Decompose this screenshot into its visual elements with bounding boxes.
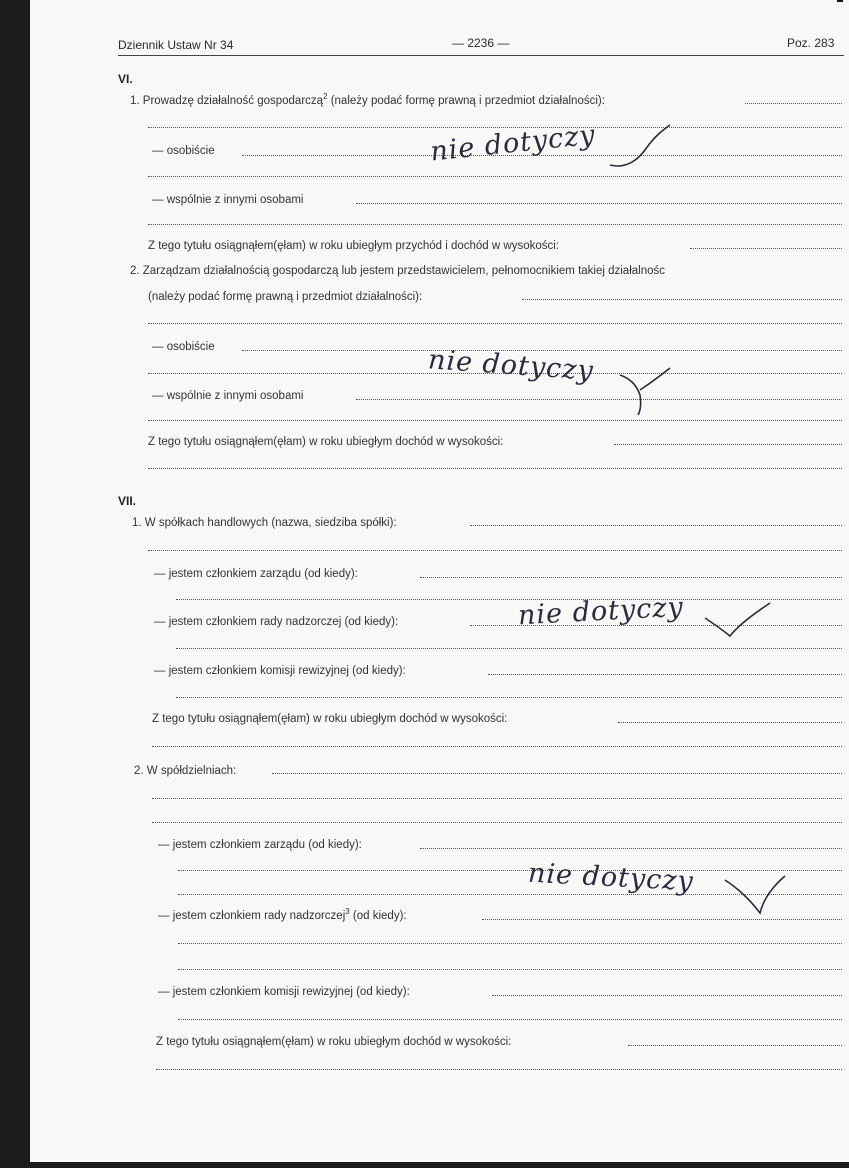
vi-item2-jointly: — wspólnie z innymi osobami [152, 390, 304, 402]
handwriting-stroke-3 [700, 598, 780, 643]
vii-item1-audit: — jestem członkiem komisji rewizyjnej (od kiedy): [154, 665, 406, 677]
handwriting-stroke-4 [720, 868, 790, 918]
header-page-number: — 2236 — [452, 36, 510, 50]
vii-item2-board-field[interactable] [420, 848, 842, 849]
vii-item2-board: — jestem członkiem zarządu (od kiedy): [158, 839, 362, 851]
vii-item2-field[interactable] [272, 773, 842, 774]
vi-item2-personally-field[interactable] [242, 350, 842, 351]
handwritten-answer-vii-2: nie dotyczy [527, 857, 695, 898]
vii-item2-supervisory-field[interactable] [482, 919, 842, 920]
vi-item2-personally: — osobiście [152, 341, 215, 353]
vi-item1-field[interactable] [745, 103, 842, 104]
vii-item1-income: Z tego tytułu osiągnąłem(ęłam) w roku ubiegłym dochód w wysokości: [152, 713, 508, 725]
vii-item2-income-field-line2[interactable] [156, 1069, 842, 1070]
header-journal-title: Dziennik Ustaw Nr 34 [118, 38, 234, 52]
vii-item2-supervisory: — jestem członkiem rady nadzorczej$^3$ (od kiedy): [158, 907, 407, 922]
vii-item2-supervisory-field-line3[interactable] [178, 969, 842, 970]
vi-item1-income-field[interactable] [690, 248, 842, 249]
vi-item1-personally-field-line2[interactable] [148, 176, 842, 177]
vii-item1-audit-field-line2[interactable] [176, 697, 842, 698]
vii-item1-label: 1. W spółkach handlowych (nazwa, siedziba spółki): [132, 517, 397, 529]
vii-item1-board: — jestem członkiem zarządu (od kiedy): [154, 568, 358, 580]
handwriting-stroke-1 [600, 120, 680, 180]
vi-item2-label-line2: (należy podać formę prawną i przedmiot działalności): [148, 291, 423, 303]
vi-item2-jointly-field-line2[interactable] [148, 420, 842, 421]
header-rule [118, 55, 844, 56]
vii-item2-label: 2. W spółdzielniach: [134, 765, 237, 777]
vi-item2-income: Z tego tytułu osiągnąłem(ęłam) w roku ubiegłym dochód w wysokości: [148, 436, 504, 448]
vii-item2-audit: — jestem członkiem komisji rewizyjnej (od kiedy): [158, 986, 410, 998]
vii-item1-field-line2[interactable] [148, 550, 842, 551]
vi-item1-field-line2[interactable] [148, 127, 842, 128]
vii-item1-board-field[interactable] [420, 577, 842, 578]
footnote-2: 2 [323, 92, 328, 102]
scan-border-left [0, 0, 30, 1168]
section-vi-heading: VI. [118, 72, 133, 86]
vii-item2-field-line2[interactable] [152, 798, 842, 799]
vi-item2-jointly-field[interactable] [356, 399, 842, 400]
handwritten-answer-vi-1: nie dotyczy [428, 119, 597, 168]
vii-item2-audit-field[interactable] [492, 995, 842, 996]
vii-item1-field[interactable] [470, 525, 842, 526]
vii-item1-income-field[interactable] [618, 722, 842, 723]
handwritten-answer-vii-1: nie dotyczy [517, 591, 685, 632]
vi-item1-jointly-field-line2[interactable] [148, 224, 842, 225]
vii-item2-income-field[interactable] [628, 1045, 842, 1046]
vii-item1-supervisory-field-line2[interactable] [176, 648, 842, 649]
vii-item2-audit-field-line2[interactable] [178, 1019, 842, 1020]
scan-border-bottom [0, 1162, 849, 1168]
vi-item2-field-line2[interactable] [148, 323, 842, 324]
vii-item1-income-field-line2[interactable] [152, 746, 842, 747]
vi-item2-income-field-line2[interactable] [148, 468, 842, 469]
document-page [30, 0, 849, 1162]
vi-item1-jointly: — wspólnie z innymi osobami [152, 194, 304, 206]
vi-item1-jointly-field[interactable] [356, 203, 842, 204]
scan-corner-mark [837, 0, 843, 2]
vi-item2-field[interactable] [522, 299, 842, 300]
vi-item1-income: Z tego tytułu osiągnąłem(ęłam) w roku ubiegłym przychód i dochód w wysokości: [148, 240, 559, 252]
footnote-3: 3 [345, 907, 350, 917]
vi-item2-label-line1: 2. Zarządzam działalnością gospodarczą lub jestem przedstawicielem, pełnomocnikiem takiej działalnośc [130, 265, 666, 277]
vii-item1-audit-field[interactable] [488, 674, 842, 675]
section-vii-heading: VII. [118, 494, 137, 508]
vi-item1-label: 1. Prowadzę działalność gospodarczą$^2$ (należy podać formę prawną i przedmiot działalności): [130, 92, 605, 107]
vii-item1-supervisory: — jestem członkiem rady nadzorczej (od kiedy): [154, 616, 399, 628]
vi-item2-income-field[interactable] [614, 444, 842, 445]
vi-item1-personally: — osobiście [152, 145, 215, 157]
handwritten-answer-vi-2: nie dotyczy [427, 344, 595, 387]
vii-item2-income: Z tego tytułu osiągnąłem(ęłam) w roku ubiegłym dochód w wysokości: [156, 1036, 512, 1048]
vii-item2-supervisory-field-line2[interactable] [178, 943, 842, 944]
vii-item2-field-line3[interactable] [152, 822, 842, 823]
header-position: Poz. 283 [787, 36, 835, 50]
handwriting-stroke-2 [610, 360, 680, 420]
